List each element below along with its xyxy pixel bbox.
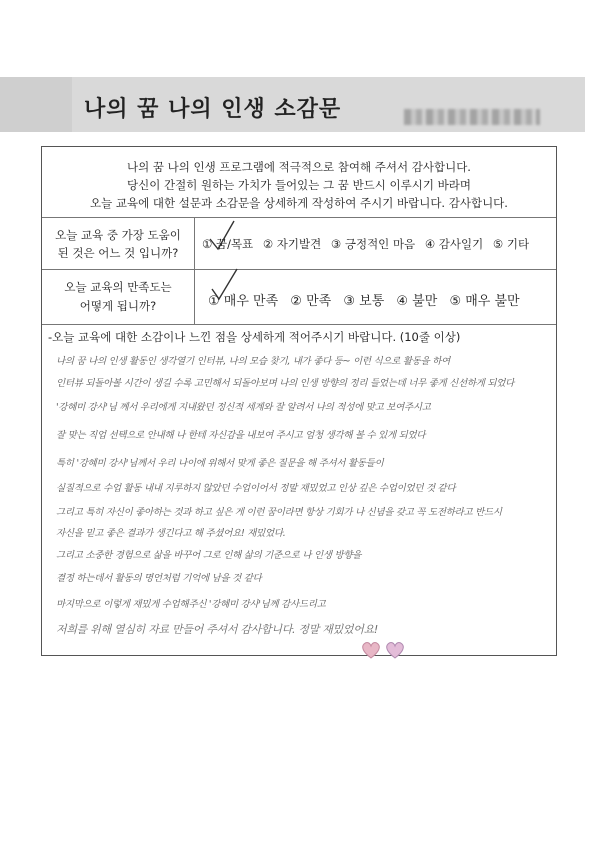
checkmark-icon — [210, 267, 240, 305]
handwritten-line: 실질적으로 수업 활동 내내 지루하지 않았던 수업이어서 정말 재밌었고 인상 깊은 수업이었던 것 같다 — [56, 483, 456, 494]
option-4[interactable]: ④ 불만 — [396, 294, 438, 309]
handwritten-line: 저희를 위해 열심히 자료 만들어 주셔서 감사합니다. 정말 재밌었어요! — [56, 623, 379, 636]
question-1-options — [202, 236, 535, 252]
option-4[interactable]: ④ 감사일기 — [424, 237, 484, 251]
intro-line: 나의 꿈 나의 인생 프로그램에 적극적으로 참여해 주셔서 감사합니다. — [127, 160, 471, 174]
handwritten-line: 그리고 특히 자신이 좋아하는 것과 하고 싶은 게 이런 꿈이라면 항상 기회가 나 신념을 갖고 꼭 도전하라고 반드시 — [56, 507, 502, 518]
hearts-doodle — [361, 639, 411, 661]
question-1-label — [42, 217, 195, 269]
option-1[interactable]: ① 매우 만족 — [208, 294, 279, 309]
option-2[interactable]: ② 만족 — [290, 294, 332, 309]
redacted-name — [404, 109, 540, 125]
checkmark-icon — [208, 219, 238, 255]
intro-section — [42, 147, 556, 218]
essay-instruction: -오늘 교육에 대한 소감이나 느낀 점을 상세하게 적어주시기 바랍니다. (10줄 이상) — [48, 330, 461, 344]
handwritten-line: 잘 맞는 직업 선택으로 안내해 나 한테 자신감을 내보여 주시고 엄청 생각해 볼 수 있게 되었다 — [56, 430, 426, 441]
question-1-label-line: 된 것은 어느 것 입니까? — [57, 246, 179, 260]
handwritten-line: 마지막으로 이렇게 재밌게 수업해주신 '강혜미 강사'님께 감사드리고 — [56, 599, 326, 610]
question-2-label — [42, 269, 195, 324]
option-3[interactable]: ③ 긍정적인 마음 — [330, 237, 416, 251]
handwritten-line: 특히 '강혜미 강사'님께서 우리 나이에 위해서 맞게 좋은 질문을 해 주셔서 활동들이 — [56, 458, 384, 469]
question-2-label-line: 오늘 교육의 만족도는 — [64, 280, 172, 294]
header-accent-block — [0, 77, 72, 132]
question-2-row — [42, 269, 556, 325]
option-5[interactable]: ⑤ 매우 불만 — [449, 294, 520, 309]
handwritten-line: 자신을 믿고 좋은 결과가 생긴다고 해 주셨어요! 재밌었다. — [56, 528, 286, 539]
intro-line: 당신이 간절히 원하는 가치가 들어있는 그 꿈 반드시 이루시기 바라며 — [127, 178, 471, 192]
question-2-options — [208, 290, 528, 309]
option-1[interactable]: ① 꿈/목표 — [202, 237, 254, 251]
option-5[interactable]: ⑤ 기타 — [492, 237, 530, 251]
handwritten-line: '강혜미 강사'님 께서 우리에게 지내왔던 정신적 세계와 잘 알려서 나의 적성에 맞고 보여주시고 — [56, 402, 431, 413]
intro-line: 오늘 교육에 대한 설문과 소감문을 상세하게 작성하여 주시기 바랍니다. 감사합니다. — [90, 196, 508, 210]
question-1-label-line: 오늘 교육 중 가장 도움이 — [55, 228, 181, 242]
question-2-label-line: 어떻게 됩니까? — [79, 299, 157, 313]
option-3[interactable]: ③ 보통 — [343, 294, 385, 309]
handwritten-line: 그리고 소중한 경험으로 삶을 바꾸어 그로 인해 삶의 기준으로 나 인생 방향을 — [56, 550, 362, 561]
handwritten-line: 나의 꿈 나의 인생 활동인 생각열기 인터뷰, 나의 모습 찾기, 내가 좋다 등~ 이런 식으로 활동을 하여 — [56, 356, 450, 367]
question-1-row — [42, 217, 556, 270]
page-title: 나의 꿈 나의 인생 소감문 — [84, 97, 342, 122]
handwritten-line: 인터뷰 되돌아볼 시간이 생길 수록 고민해서 되돌아보며 나의 인생 방향의 정리 들었는데 너무 좋게 신선하게 되었다 — [56, 378, 515, 389]
survey-form — [41, 146, 557, 656]
option-2[interactable]: ② 자기발견 — [262, 237, 322, 251]
handwritten-line: 결정 하는데서 활동의 명언처럼 기억에 남을 것 같다 — [56, 573, 262, 584]
